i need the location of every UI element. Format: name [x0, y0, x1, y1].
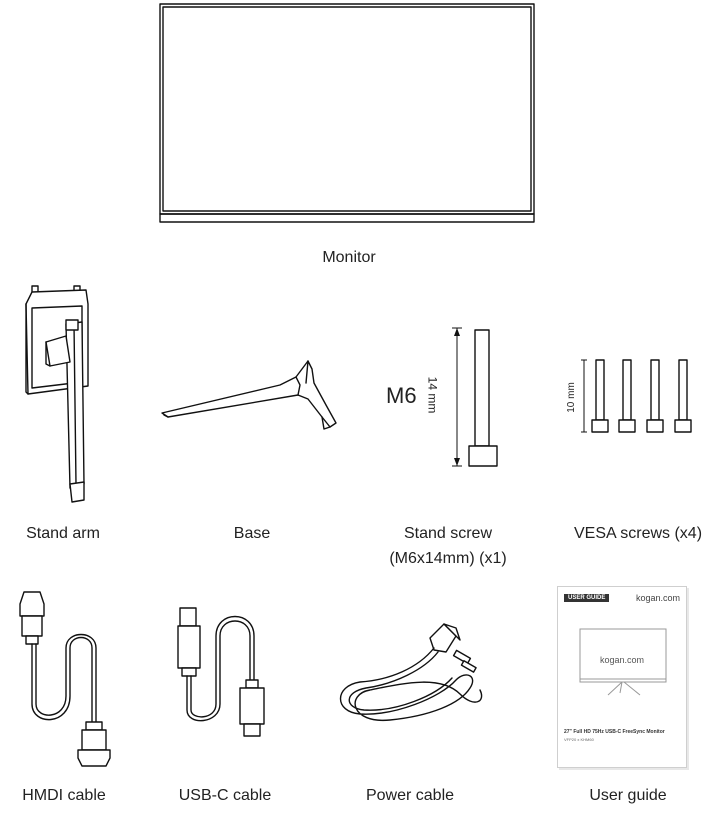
- stand-screw-label-line1: Stand screw: [403, 525, 493, 542]
- user-guide-illustration: [557, 586, 687, 768]
- hdmi-cable-illustration: [10, 586, 116, 772]
- monitor-label: Monitor: [322, 249, 376, 266]
- hdmi-cable-label: HMDI cable: [22, 787, 106, 804]
- vesa-screws-length: 10 mm: [565, 382, 577, 413]
- stand-screw-label-line2: (M6x14mm) (x1): [389, 550, 507, 567]
- power-cable-illustration: [330, 620, 492, 732]
- user-guide-title: 27" Full HD 75Hz USB-C FreeSync Monitor: [564, 729, 665, 735]
- user-guide-brand: kogan.com: [635, 593, 680, 603]
- user-guide-model: VFP20 x KHM60: [564, 737, 594, 742]
- vesa-screws-label: VESA screws (x4): [573, 525, 703, 542]
- user-guide-badge: USER GUIDE: [564, 594, 609, 602]
- stand-arm-label: Stand arm: [26, 525, 100, 542]
- monitor-illustration: [155, 0, 541, 228]
- user-guide-label: User guide: [589, 787, 667, 804]
- base-illustration: [160, 355, 342, 435]
- stand-arm-illustration: [18, 284, 106, 506]
- stand-screw-length: 14 mm: [425, 376, 440, 414]
- vesa-screws-illustration: [576, 356, 696, 436]
- usbc-cable-illustration: [170, 606, 270, 738]
- stand-screw-size: M6: [386, 383, 417, 408]
- base-label: Base: [233, 525, 271, 542]
- user-guide-screen-brand: kogan.com: [599, 655, 645, 665]
- power-cable-label: Power cable: [365, 787, 455, 804]
- usbc-cable-label: USB-C cable: [178, 787, 272, 804]
